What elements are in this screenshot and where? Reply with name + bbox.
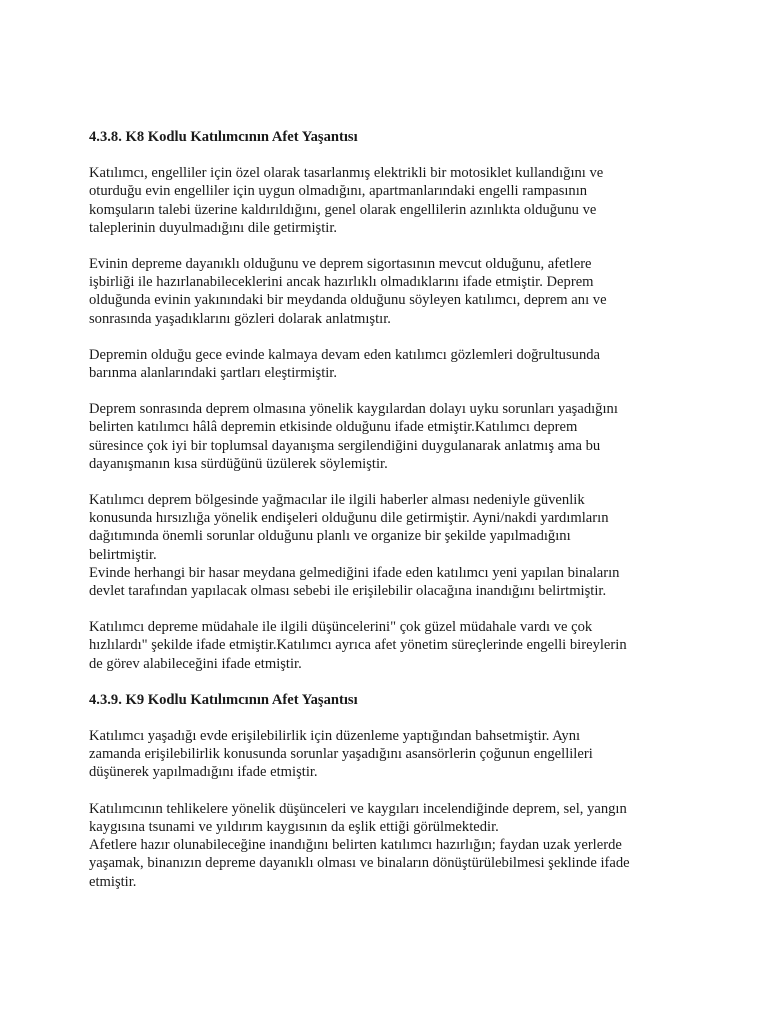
k8-paragraph-2: Evinin depreme dayanıklı olduğunu ve deprem sigortasının mevcut olduğunu, afetlere işbirliği ile hazırlanabileceklerini ancak hazırlıklı olmadıklarını ifade etmiştir. Deprem olduğunda evinin yakınındaki bir meydanda olduğunu söyleyen katılımcı, deprem anı ve sonrasında yaşadıklarını gözleri dolarak anlatmıştır. xyxy=(89,256,607,327)
section-heading-k8: 4.3.8. K8 Kodlu Katılımcının Afet Yaşantısı xyxy=(89,129,358,145)
section-heading-k9: 4.3.9. K9 Kodlu Katılımcının Afet Yaşantısı xyxy=(89,691,358,708)
k8-paragraph-4: Deprem sonrasında deprem olmasına yönelik kaygılardan dolayı uyku sorunları yaşadığını belirten katılımcı hâlâ depremin etkisinde olduğunu ifade etmiştir.Katılımcı deprem süresince çok iyi bir toplumsal dayanışma sergilendiğini duygulanarak anlatmış ama bu dayanışmanın kısa sürdüğünü üzülerek söylemiştir. xyxy=(89,401,618,472)
k8-paragraph-5: Katılımcı deprem bölgesinde yağmacılar ile ilgili haberler alması nedeniyle güvenlik konusunda hırsızlığa yönelik endişeleri olduğunu dile getirmiştir. Ayni/nakdi yardımların dağıtımında önemli sorunlar olduğunu planlı ve organize bir şekilde yapılmadığını belirtmiştir. Evinde herhangi bir hasar meydana gelmediğini ifade eden katılımcı yeni yapılan binaların devlet tarafından yapılacak olması sebebi ile erişilebilir olacağına inandığını belirtmiştir. xyxy=(89,492,620,600)
k9-paragraph-1: Katılımcı yaşadığı evde erişilebilirlik için düzenleme yaptığından bahsetmiştir. Aynı zamanda erişilebilirlik konusunda sorunlar yaşadığını asansörlerin çoğunun engellileri düşünerek yapılmadığını ifade etmiştir. xyxy=(89,728,593,781)
k9-paragraph-2: Katılımcının tehlikelere yönelik düşünceleri ve kaygıları incelendiğinde deprem, sel, yangın kaygısına tsunami ve yıldırım kaygısının da eşlik ettiği görülmektedir. Afetlere hazır olunabileceğine inandığını belirten katılımcı hazırlığın; faydan uzak yerlerde yaşamak, binanızın depreme dayanıklı olması ve binaların dönüştürülebilmesi şeklinde ifade etmiştir. xyxy=(89,800,630,890)
k8-paragraph-6: Katılımcı depreme müdahale ile ilgili düşüncelerini" çok güzel müdahale vardı ve çok hızlılardı" şekilde ifade etmiştir.Katılımcı ayrıca afet yönetim süreçlerinde engelli bireylerin de görev alabileceğini ifade etmiştir. xyxy=(89,619,627,672)
document-page xyxy=(89,128,679,909)
k8-paragraph-3: Depremin olduğu gece evinde kalmaya devam eden katılımcı gözlemleri doğrultusunda barınma alanlarındaki şartları eleştirmiştir. xyxy=(89,346,601,382)
k8-paragraph-1: Katılımcı, engelliler için özel olarak tasarlanmış elektrikli bir motosiklet kullandığını ve oturduğu evin engelliler için uygun olmadığını, apartmanlarındaki engelli rampasının komşuların talebi üzerine kaldırıldığını, genel olarak engellilerin azınlıkta olduğunu ve taleplerinin duyulmadığını dile getirmiştir. xyxy=(89,165,604,236)
